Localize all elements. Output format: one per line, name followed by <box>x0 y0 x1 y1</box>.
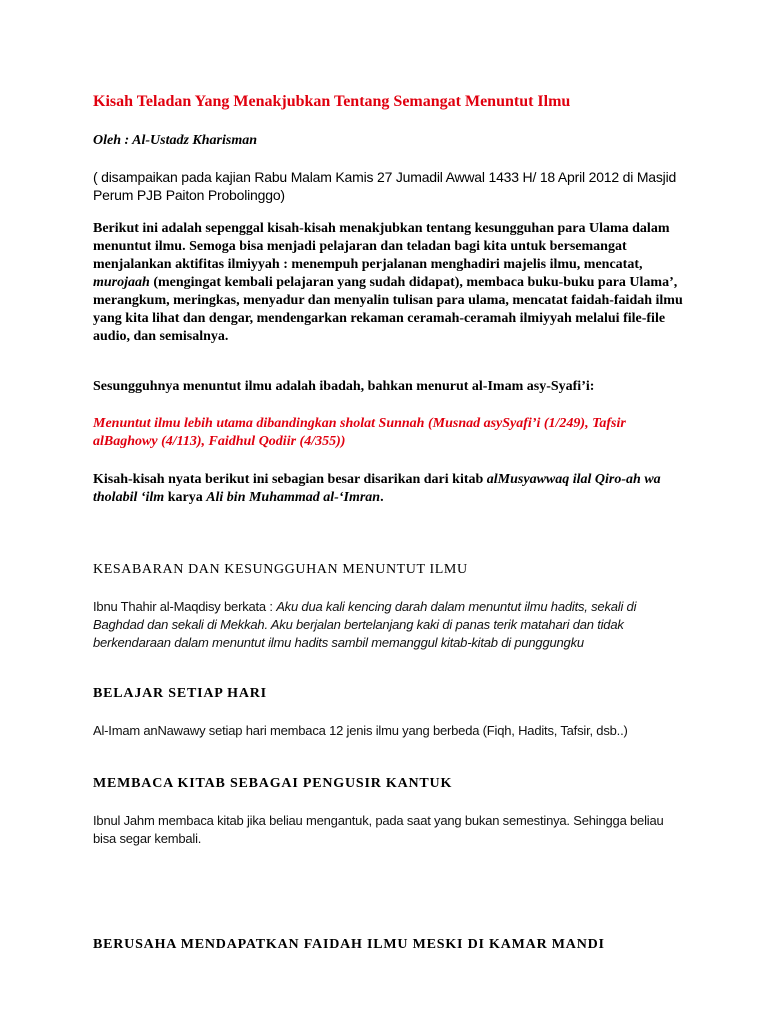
intro-text-end: (mengingat kembali pelajaran yang sudah didapat), membaca buku-buku para Ulama’, merangkum, meringkas, menyadur dan menyalin tulisan para ulama, mencatat faidah-faidah ilmu yang kita lihat dan dengar, mendengarkan rekaman ceramah-ceramah ilmiyyah melalui file-file audio, dan semisalnya. <box>93 275 683 344</box>
section-text-kesabaran-plain: Ibnu Thahir al-Maqdisy berkata : <box>93 599 277 614</box>
lead-sentence: Sesungguhnya menuntut ilmu adalah ibadah, bahkan menurut al-Imam asy-Syafi’i: <box>93 379 595 394</box>
section-text-membaca: Ibnul Jahm membaca kitab jika beliau mengantuk, pada saat yang bukan semestinya. Sehingga beliau bisa segar kembali. <box>93 813 664 846</box>
source-text-end: . <box>380 490 384 505</box>
section-heading-belajar: BELAJAR SETIAP HARI <box>93 686 267 701</box>
intro-term-murojaah: murojaah <box>93 275 150 290</box>
section-text-kesabaran <box>93 598 683 652</box>
source-text-start: Kisah-kisah nyata berikut ini sebagian besar disarikan dari kitab <box>93 472 487 487</box>
section-text-belajar: Al-Imam anNawawy setiap hari membaca 12 jenis ilmu yang berbeda (Fiqh, Hadits, Tafsir, dsb..) <box>93 723 628 738</box>
source-paragraph <box>93 471 683 507</box>
document-title: Kisah Teladan Yang Menakjubkan Tentang Semangat Menuntut Ilmu <box>93 93 571 110</box>
section-heading-kamar-mandi: BERUSAHA MENDAPATKAN FAIDAH ILMU MESKI DI KAMAR MANDI <box>93 937 605 952</box>
source-book-title: alMusyawwaq ilal Qiro-ah wa tholabil ‘ilm <box>93 472 661 505</box>
intro-text-start: Berikut ini adalah sepenggal kisah-kisah menakjubkan tentang kesungguhan para Ulama dalam menuntut ilmu. Semoga bisa menjadi pelajaran dan teladan bagi kita untuk bersemangat menjalankan aktifitas ilmiyyah : menempuh perjalanan menghadiri majelis ilmu, mencatat, <box>93 221 670 272</box>
section-heading-membaca: MEMBACA KITAB SEBAGAI PENGUSIR KANTUK <box>93 776 453 791</box>
section-text-kesabaran-quote: Aku dua kali kencing darah dalam menuntut ilmu hadits, sekali di Baghdad dan sekali di Mekkah. Aku berjalan bertelanjang kaki di panas terik matahari dan tidak berkendaraan dalam menuntut ilmu hadits sambil memanggul kitab-kitab di punggungku <box>93 599 637 650</box>
source-book-author: Ali bin Muhammad al-‘Imran <box>206 490 381 505</box>
intro-paragraph <box>93 220 683 346</box>
section-heading-kesabaran: KESABARAN DAN KESUNGGUHAN MENUNTUT ILMU <box>93 562 468 577</box>
source-text-middle: karya <box>164 490 207 505</box>
lecture-note: ( disampaikan pada kajian Rabu Malam Kamis 27 Jumadil Awwal 1433 H/ 18 April 2012 di Masjid Perum PJB Paiton Probolinggo) <box>93 169 677 203</box>
imam-quote: Menuntut ilmu lebih utama dibandingkan sholat Sunnah (Musnad asySyafi’i (1/249), Tafsir alBaghowy (4/113), Faidhul Qodiir (4/355)) <box>93 416 626 449</box>
author-line: Oleh : Al-Ustadz Kharisman <box>93 133 258 148</box>
